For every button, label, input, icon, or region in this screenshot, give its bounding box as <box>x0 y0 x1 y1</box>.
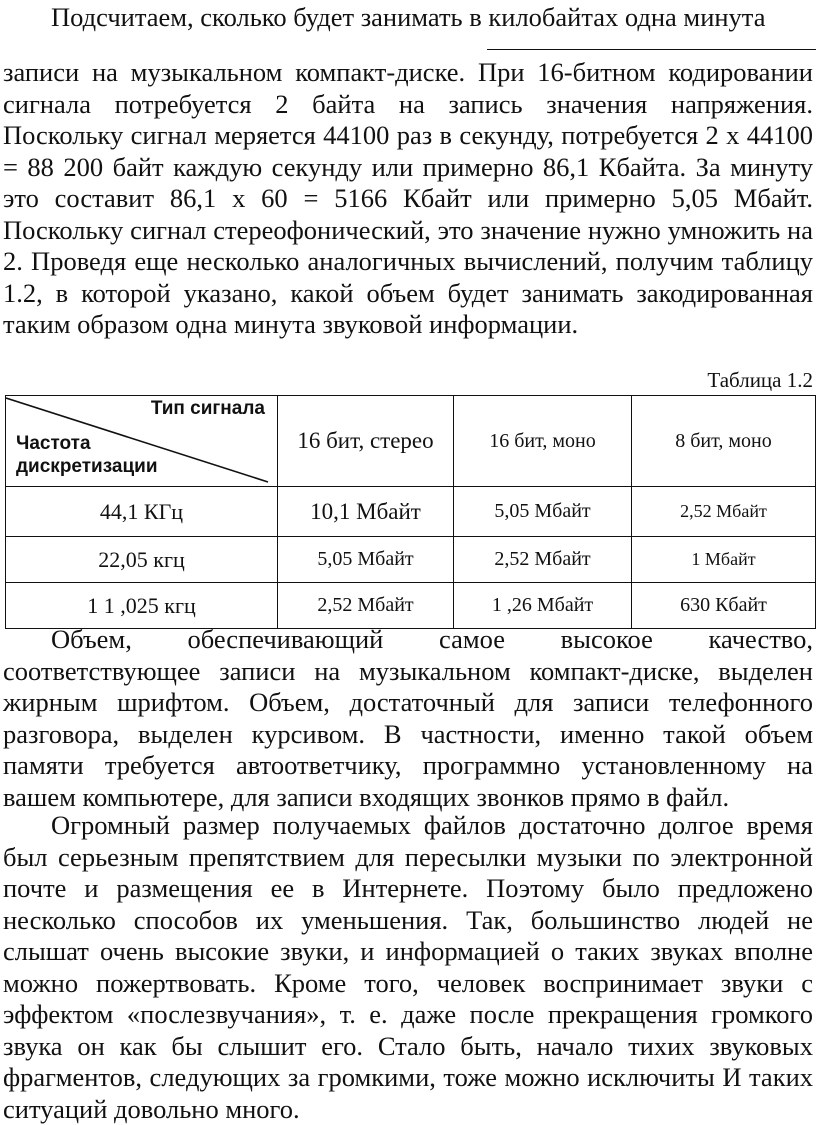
audio-size-table <box>5 395 816 629</box>
column-header: 16 бит, моно <box>454 396 632 487</box>
table-cell: 2,52 Мбайт <box>632 487 816 537</box>
table-cell: 630 Кбайт <box>632 583 816 629</box>
column-header: 8 бит, моно <box>632 396 816 487</box>
row-header: 1 1 ,025 кгц <box>6 583 278 629</box>
after-table-paragraph: Объем, обеспечивающий самое высокое качество, соответствующее записи на музыкальном компакт-диске, выделен жирным шрифтом. Объем, достаточный для записи телефонного разговора, выделен курсивом. В частности, именно такой объем памяти требуется автоответчику, программно установленному на вашем компьютере, для записи входящих звонков прямо в файл. <box>3 624 813 812</box>
table-cell: 10,1 Мбайт <box>278 487 454 537</box>
table-corner-cell <box>6 396 278 487</box>
table-cell: 5,05 Мбайт <box>454 487 632 537</box>
corner-label-line-2: дискретизации <box>16 456 158 477</box>
intro-first-line: Подсчитаем, сколько будет занимать в килобайтах одна минута <box>51 2 766 32</box>
blank-underline <box>487 49 816 50</box>
table-row <box>6 583 816 629</box>
intro-paragraph: записи на музыкальном компакт-диске. При 16-битном кодировании сигнала потребуется 2 байта на запись значения напряжения. Поскольку сигнал меряется 44100 раз в секунду, потребуется 2 х 44100 = 88 200 байт каждую секунду или примерно 86,1 Кбайта. За минуту это составит 86,1 х 60 = 5166 Кбайт или примерно 5,05 Мбайт. Поскольку сигнал стереофонический, это значение нужно умножить на 2. Проведя еще несколько аналогичных вычислений, получим таблицу 1.2, в которой указано, какой объем будет занимать закодированная таким образом одна минута звуковой информации. <box>3 57 813 339</box>
table-cell: 2,52 Мбайт <box>278 583 454 629</box>
table-cell: 2,52 Мбайт <box>454 537 632 583</box>
table-caption: Таблица 1.2 <box>707 368 813 392</box>
row-header: 44,1 КГц <box>6 487 278 537</box>
table-header-row <box>6 396 816 487</box>
table-cell: 1 Мбайт <box>632 537 816 583</box>
corner-label-line-1: Частота <box>16 433 91 454</box>
table-row <box>6 537 816 583</box>
table-row <box>6 487 816 537</box>
table-cell: 5,05 Мбайт <box>278 537 454 583</box>
corner-label-signal-type: Тип сигнала <box>150 398 265 419</box>
table-cell: 1 ,26 Мбайт <box>454 583 632 629</box>
final-paragraph: Огромный размер получаемых файлов достаточно долгое время был серьезным препятствием для пересылки музыки по электронной почте и размещения ее в Интернете. Поэтому было предложено несколько способов их уменьшения. Так, большинство людей не слышат очень высокие звуки, и информацией о таких звуках вполне можно пожертвовать. Кроме того, человек воспринимает звуки с эффектом «послезвучания», т. е. даже после прекращения громкого звука он как бы слышит его. Стало быть, начало тихих звуковых фрагментов, следующих за громкими, тоже можно исключиты И таких ситуаций довольно много. <box>3 810 813 1124</box>
corner-label-sample-rate <box>16 432 158 478</box>
column-header: 16 бит, стерео <box>278 396 454 487</box>
row-header: 22,05 кгц <box>6 537 278 583</box>
